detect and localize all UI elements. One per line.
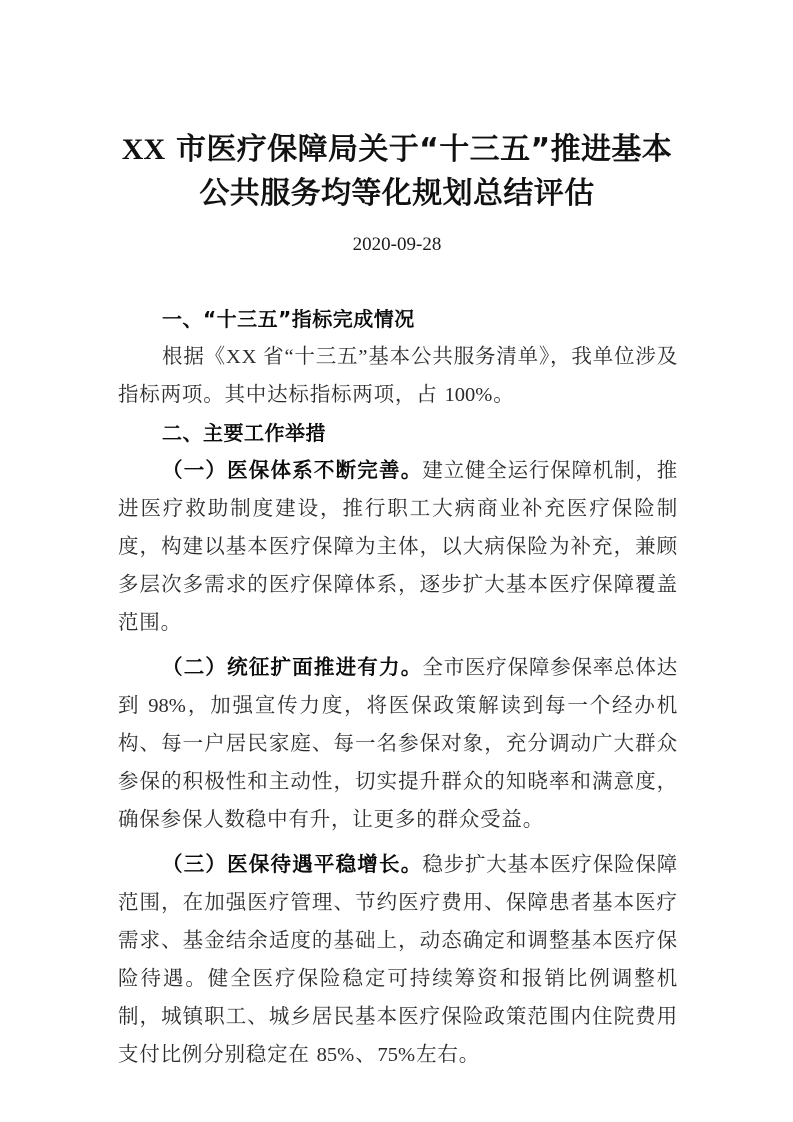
section-heading-1: 一、“十三五”指标完成情况 bbox=[162, 307, 415, 331]
document-title-line-1: 市医疗保障局关于“十三五”推进基本 bbox=[165, 132, 673, 167]
document-body bbox=[118, 300, 678, 1074]
section-heading-2: 二、主要工作举措 bbox=[162, 421, 326, 445]
subsection-three-body-c: 左右。 bbox=[416, 1044, 480, 1066]
paragraph-indicators bbox=[118, 338, 678, 414]
document-date: 2020-09-28 bbox=[352, 234, 442, 255]
urban-employee-payment-ratio: 85% bbox=[316, 1044, 355, 1066]
paragraph-subsection-two bbox=[118, 649, 678, 839]
subsection-two-body-b: ，加强宣传力度，将医保政策解读到每一个经办机构、每一户居民家庭、每一名参保对象，充分调动广大群众参保的积极性和主动性，切实提升群众的知晓率和满意度，确保参保人数稳中有升，让更多的群众受益。 bbox=[118, 695, 678, 831]
insurance-coverage-rate: 98% bbox=[148, 695, 186, 717]
subsection-two-lead: （二）统征扩面推进有力。 bbox=[162, 657, 423, 679]
paragraph-subsection-one bbox=[118, 452, 678, 642]
subsection-one-body: 建立健全运行保障机制，推进医疗救助制度建设，推行职工大病商业补充医疗保险制度，构建以基本医疗保障为主体，以大病保险为补充，兼顾多层次多需求的医疗保障体系，逐步扩大基本医疗保障覆盖范围。 bbox=[118, 460, 679, 634]
document-title-latin: XX bbox=[121, 133, 166, 166]
subsection-three-body-a: 稳步扩大基本医疗保险保障范围，在加强医疗管理、节约医疗费用、保障患者基本医疗需求、基金结余适度的基础上，动态确定和调整基本医疗保险待遇。健全医疗保险稳定可持续筹资和报销比例调整机制，城镇职工、城乡居民基本医疗保险政策范围内住院费用支付比例分别稳定在 bbox=[118, 854, 679, 1066]
document-title bbox=[108, 128, 686, 216]
paragraph-indicators-text-b: 。 bbox=[493, 384, 515, 406]
subsection-two-body-a: 全市医疗保障参保率总体达到 bbox=[118, 657, 679, 717]
urban-rural-resident-payment-ratio: 75% bbox=[377, 1044, 416, 1066]
document-title-line-2: 公共服务均等化规划总结评估 bbox=[199, 176, 595, 211]
subsection-one-lead: （一）医保体系不断完善。 bbox=[162, 460, 423, 482]
subsection-three-body-b: 、 bbox=[355, 1044, 377, 1066]
paragraph-subsection-three bbox=[118, 846, 678, 1074]
indicator-completion-rate: 100% bbox=[444, 384, 493, 406]
subsection-three-lead: （三）医保待遇平稳增长。 bbox=[162, 854, 423, 876]
paragraph-indicators-text-a: 根据《XX 省“十三五”基本公共服务清单》，我单位涉及指标两项。其中达标指标两项，占 bbox=[118, 346, 678, 406]
